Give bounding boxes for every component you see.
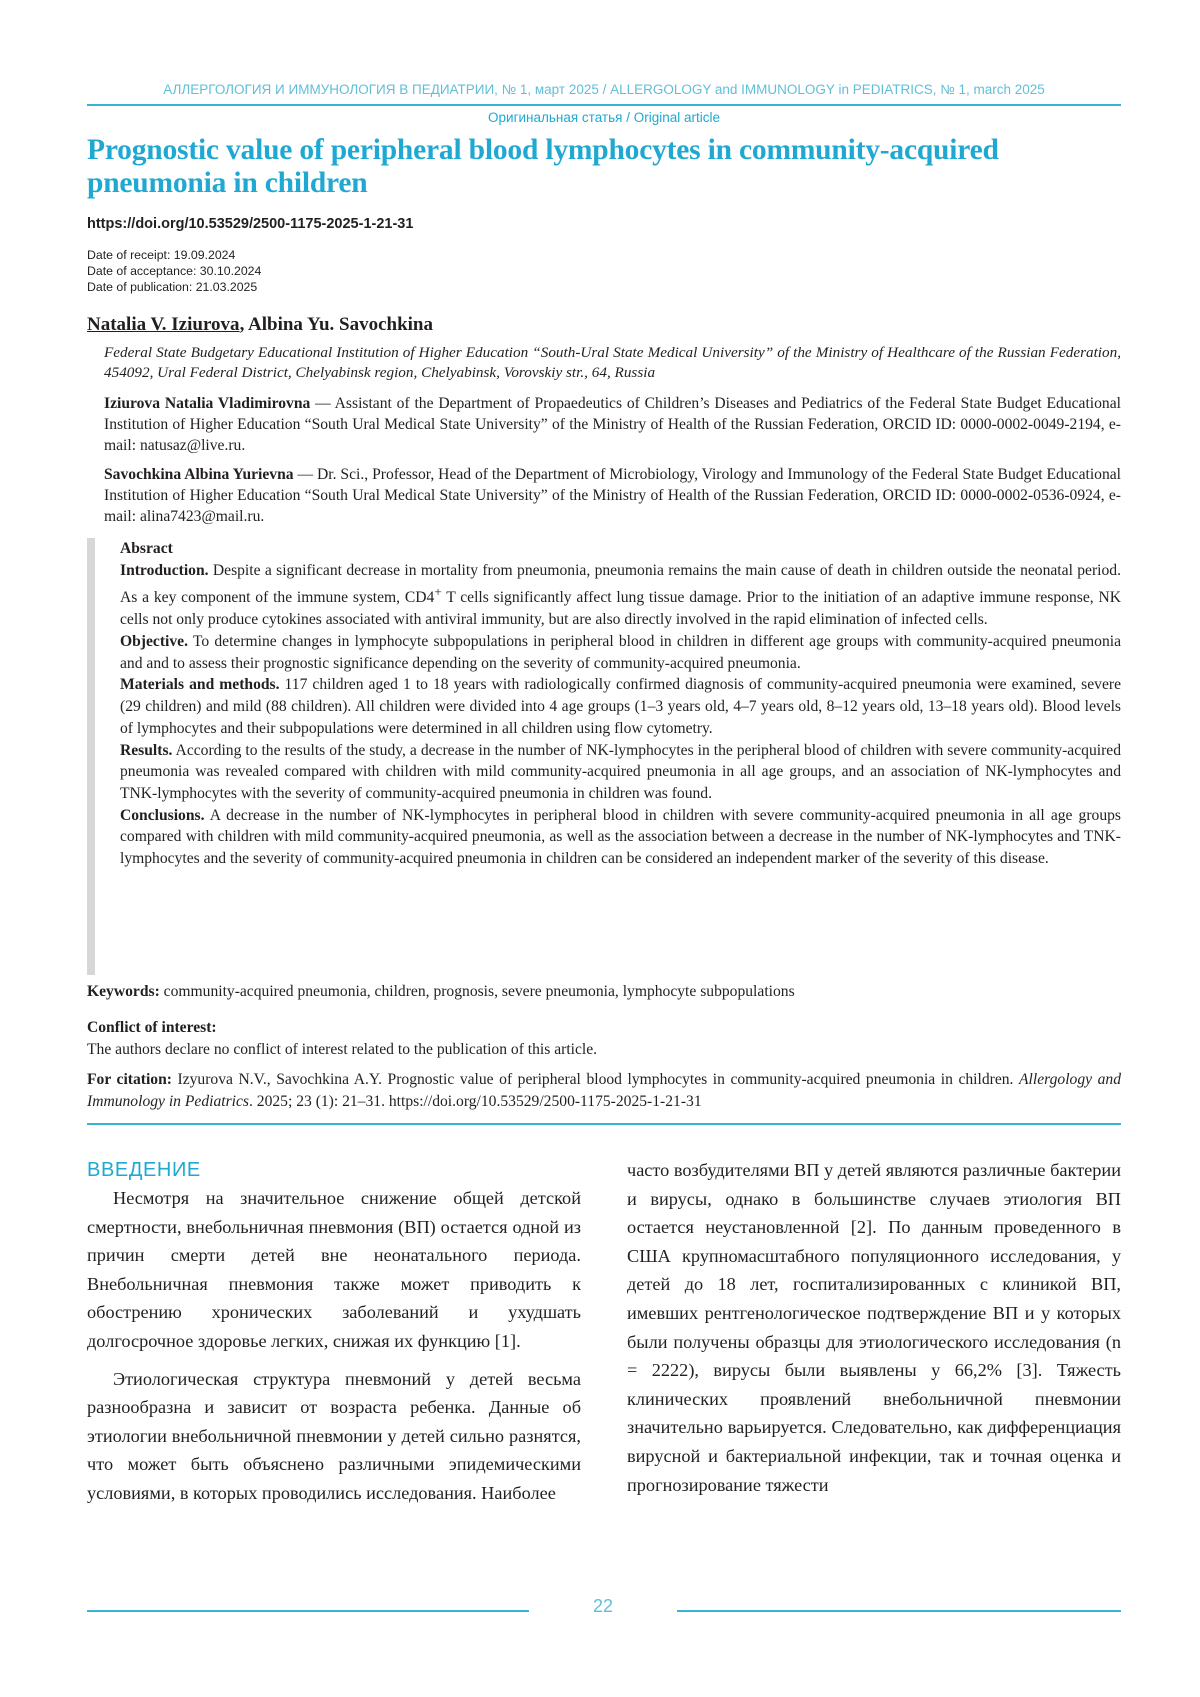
conflict-label: Conflict of interest: <box>87 1019 217 1036</box>
citation-journal: Allergology and Immunology in Pediatrics <box>87 1071 1121 1110</box>
journal-header: АЛЛЕРГОЛОГИЯ И ИММУНОЛОГИЯ В ПЕДИАТРИИ, № 1, март 2025 / ALLERGOLOGY and IMMUNOLOGY in PEDIATRICS, № 1, march 2025 <box>163 82 1045 97</box>
abstract-methods <box>120 674 1121 739</box>
abstract-label: Results. <box>120 741 173 759</box>
body-paragraph: Этиологическая структура пневмоний у детей весьма разнообразна и зависит от возраста ребенка. Данные об этиологии внебольничной пневмонии у детей сильно разнятся, что может быть объяснено различными эпидемическими условиями, в которых проводились исследования. Наиболее <box>87 1368 581 1503</box>
author-bio <box>104 464 1121 527</box>
citation-text: Izyurova N.V., Savochkina A.Y. Prognostic value of peripheral blood lymphocytes in community-acquired pneumonia in children. <box>171 1071 1019 1088</box>
body-paragraph: часто возбудителями ВП у детей являются различные бактерии и вирусы, однако в большинстве случаев этиология ВП остается неустановленной [2]. По данным проведенного в США крупномасштабного популяционного исследования, у детей до 18 лет, госпитализированных с клиникой ВП, имевших рентгенологическое подтверждение ВП и у которых были получены образцы для этиологического исследования (n = 2222), вирусы были выявлены у 66,2% [3]. Тяжесть клинических проявлений внебольничной пневмонии значительно варьируется. Следовательно, как дифференциация вирусной и бактериальной инфекции, так и точная оценка и прогнозирование тяжести <box>627 1160 1121 1495</box>
abstract-results <box>120 740 1121 805</box>
abstract-label: Objective. <box>120 633 188 650</box>
date-publication: Date of publication: 21.03.2025 <box>87 280 258 294</box>
keywords-text: community-acquired pneumonia, children, prognosis, severe pneumonia, lymphocyte subpopulations <box>159 983 795 1000</box>
citation-text: . 2025; 23 (1): 21–31. https://doi.org/10.53529/2500-1175-2025-1-21-31 <box>248 1093 702 1110</box>
dates-block <box>87 247 261 295</box>
section-heading: ВВЕДЕНИЕ <box>87 1159 201 1181</box>
bio-text: — Dr. Sci., Professor, Head of the Department of Microbiology, Virology and Immunology of the Federal State Budget Educational Institution of Higher Education “South Ural Medical State University” of the Ministry of Health of the Russian Federation, ORCID ID: 0000-0002-0536-0924, e-mail: alina7423@mail.ru. <box>104 466 1122 525</box>
section-rule <box>87 1123 1121 1125</box>
author-separator: , <box>239 314 249 335</box>
affiliation: Federal State Budgetary Educational Institution of Higher Education “South-Ural State Medical University” of the Ministry of Healthcare of the Russian Federation, 454092, Ural Federal District, Chelyabinsk region, Chelyabinsk, Vorovskiy str., 64, Russia <box>104 344 1121 381</box>
conflict-of-interest <box>87 1017 1121 1061</box>
abstract-text: 117 children aged 1 to 18 years with radiologically confirmed diagnosis of community-acquired pneumonia were examined, severe (29 children) and mild (88 children). All children were divided into 4 age groups (1–3 years old, 4–7 years old, 8–12 years old, 13–18 years old). Blood levels of lymphocytes and their subpopulations were determined in all children using flow cytometry. <box>120 676 1122 737</box>
abstract-label: Materials and methods. <box>120 676 280 694</box>
body-column-right <box>627 1156 1121 1499</box>
superscript: + <box>434 584 442 600</box>
abstract-text: A decrease in the number of NK-lymphocytes in peripheral blood in children with severe community-acquired pneumonia in all age groups compared with children with mild community-acquired pneumonia, as well as the association between a decrease in the number of NK-lymphocytes and TNK-lymphocytes and the severity of community-acquired pneumonia in children can be considered an independent marker of the severity of this disease. <box>120 806 1121 868</box>
footer-rule-left <box>87 1610 529 1612</box>
abstract-text: To determine changes in lymphocyte subpopulations in peripheral blood in children in different age groups with community-acquired pneumonia and and to assess their prognostic significance depending on the severity of community-acquired pneumonia. <box>120 633 1121 672</box>
abstract <box>120 538 1121 870</box>
header-rule <box>87 104 1121 106</box>
citation-label: For citation: <box>87 1071 172 1088</box>
abstract-text: T cells significantly affect lung tissue damage. Prior to the initiation of an adaptive immune response, NK cells not only produce cytokines associated with antiviral immunity, but are also directly involved in the rapid elimination of infected cells. <box>120 589 1121 629</box>
abstract-heading: Absract <box>120 540 173 557</box>
date-acceptance: Date of acceptance: 30.10.2024 <box>87 264 262 278</box>
bio-text: — Assistant of the Department of Propaedeutics of Children’s Diseases and Pediatrics of the Federal State Budget Educational Institution of Higher Education “South Ural Medical State University” of the Ministry of Health of the Russian Federation, ORCID ID: 0000-0002-0049-2194, e-mail: natusaz@live.ru. <box>104 395 1121 454</box>
conflict-text: The authors declare no conflict of interest related to the publication of this article. <box>87 1041 598 1058</box>
abstract-label: Conclusions. <box>120 806 205 824</box>
author-bio <box>104 393 1121 456</box>
footer-rule-right <box>677 1610 1121 1612</box>
abstract-objective <box>120 631 1121 674</box>
article-type: Оригинальная статья / Original article <box>488 110 720 125</box>
doi-link[interactable]: https://doi.org/10.53529/2500-1175-2025-1-21-31 <box>87 216 414 232</box>
bio-name: Savochkina Albina Yurievna <box>104 466 294 483</box>
abstract-introduction <box>120 560 1121 631</box>
body-paragraph: Несмотря на значительное снижение общей детской смертности, внебольничная пневмония (ВП) остается одной из причин смерти детей вне неонатального периода. Внебольничная пневмония также может приводить к обострению хронических заболеваний и ухудшать долгосрочное здоровье легких, снижая их функцию [1]. <box>87 1188 581 1351</box>
abstract-text: Despite a significant decrease in mortality from pneumonia, pneumonia remains the main cause of death in children outside the neonatal period. As a key component of the immune system, CD4 <box>120 561 1121 607</box>
abstract-side-bar <box>87 538 95 975</box>
bio-name: Iziurova Natalia Vladimirovna <box>104 395 311 412</box>
keywords <box>87 983 1121 1001</box>
abstract-label: Introduction. <box>120 561 209 579</box>
authors <box>87 314 433 336</box>
abstract-text: According to the results of the study, a decrease in the number of NK-lymphocytes in the peripheral blood of children with severe community-acquired pneumonia was revealed compared with children with mild community-acquired pneumonia in all age groups, and an association of NK-lymphocytes and TNK-lymphocytes with the severity of community-acquired pneumonia in children was found. <box>120 741 1121 802</box>
abstract-conclusions <box>120 805 1121 870</box>
keywords-label: Keywords: <box>87 983 160 1000</box>
citation <box>87 1069 1121 1113</box>
date-receipt: Date of receipt: 19.09.2024 <box>87 248 236 262</box>
author-first: Natalia V. Iziurova <box>87 314 240 335</box>
article-title: Prognostic value of peripheral blood lymphocytes in community-acquired pneumonia in children <box>87 134 999 199</box>
author-second: Albina Yu. Savochkina <box>248 314 433 335</box>
page-number: 22 <box>592 1596 614 1616</box>
body-column-left <box>87 1156 581 1508</box>
